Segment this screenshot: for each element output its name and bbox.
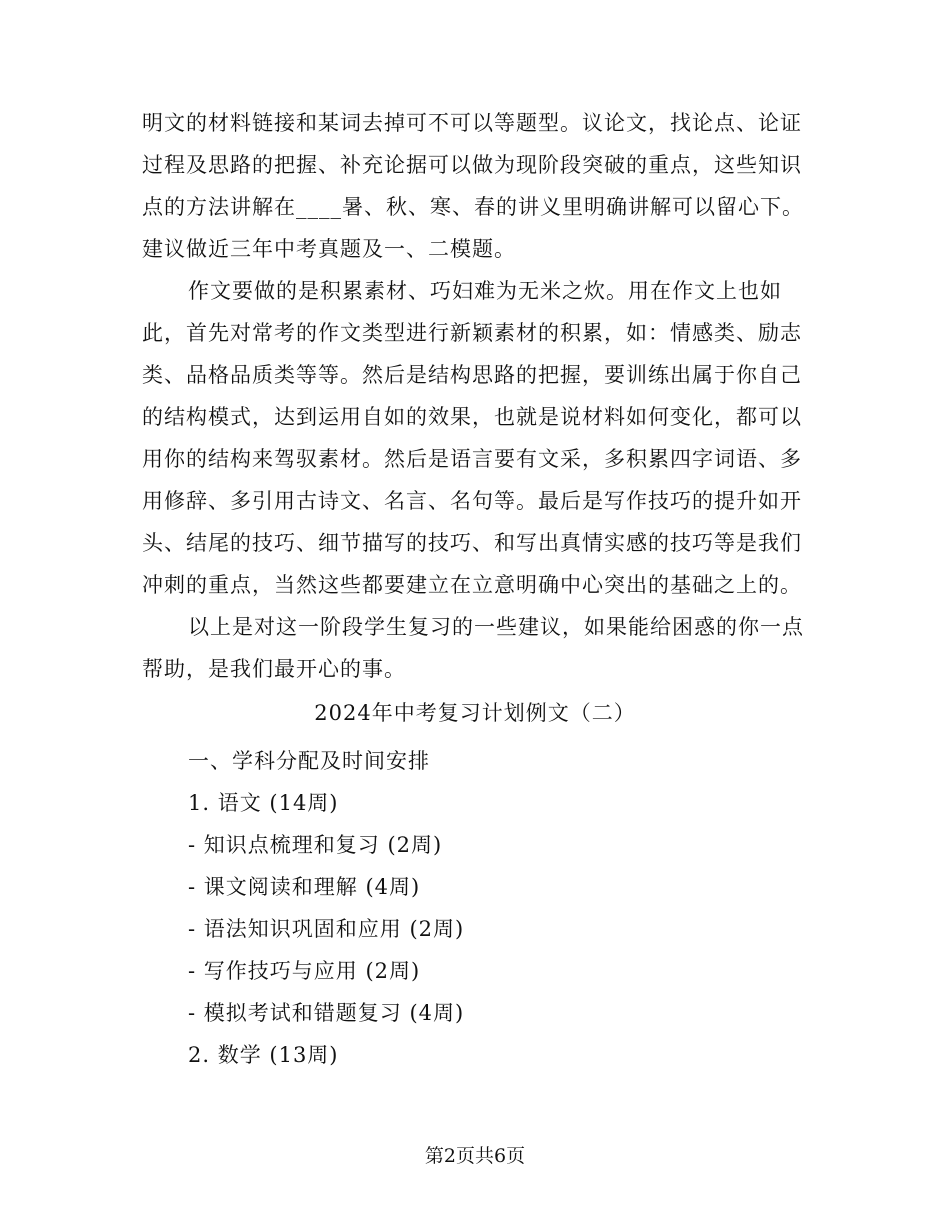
section-title: 2024年中考复习计划例文（二） [314,701,636,725]
text-line: 用你的结构来驾驭素材。然后是语言要有文采，多积累四字词语、多 [142,447,802,471]
plan-heading: 一、学科分配及时间安排 [188,749,430,773]
text-line: 帮助，是我们最开心的事。 [142,657,406,681]
text-line: 冲刺的重点，当然这些都要建立在立意明确中心突出的基础之上的。 [142,573,802,597]
list-item: 2. 数学 (13周) [188,1043,339,1067]
list-item: - 知识点梳理和复习 (2周) [188,833,443,857]
text-line: 的结构模式，达到运用自如的效果，也就是说材料如何变化，都可以 [142,405,802,429]
text-line: 头、结尾的技巧、细节描写的技巧、和写出真情实感的技巧等是我们 [142,531,802,555]
list-item: - 课文阅读和理解 (4周) [188,875,421,899]
text-line: 过程及思路的把握、补充论据可以做为现阶段突破的重点，这些知识 [142,153,802,177]
text-line: 此，首先对常考的作文类型进行新颖素材的积累，如：情感类、励志 [142,321,802,345]
list-item: - 语法知识巩固和应用 (2周) [188,917,465,941]
text-line: 类、品格品质类等等。然后是结构思路的把握，要训练出属于你自己 [142,363,802,387]
text-line: 建议做近三年中考真题及一、二模题。 [142,237,516,261]
list-item: 1. 语文 (14周) [188,791,339,815]
text-line: 以上是对这一阶段学生复习的一些建议，如果能给困惑的你一点 [188,615,804,639]
list-item: - 模拟考试和错题复习 (4周) [188,1001,465,1025]
page-number-footer: 第2页共6页 [424,1145,526,1167]
text-line: 作文要做的是积累素材、巧妇难为无米之炊。用在作文上也如 [188,279,782,303]
text-line: 点的方法讲解在____暑、秋、寒、春的讲义里明确讲解可以留心下。 [142,195,804,219]
list-item: - 写作技巧与应用 (2周) [188,959,421,983]
text-line: 用修辞、多引用古诗文、名言、名句等。最后是写作技巧的提升如开 [142,489,802,513]
text-line: 明文的材料链接和某词去掉可不可以等题型。议论文，找论点、论证 [142,111,802,135]
